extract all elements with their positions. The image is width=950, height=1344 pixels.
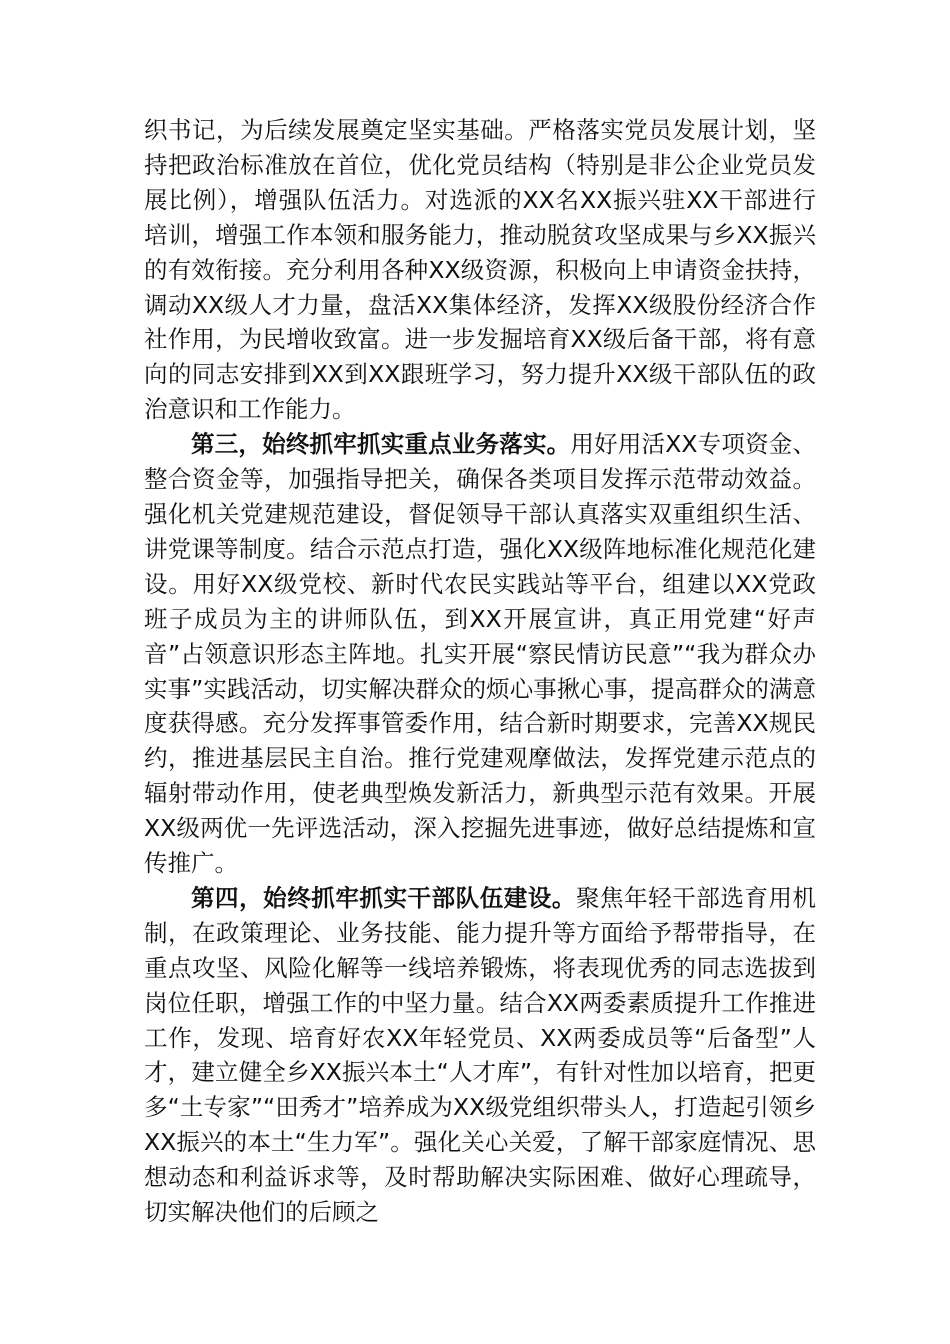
paragraph-third-point xyxy=(144,427,816,881)
paragraph-body: 用好用活XX专项资金、整合资金等，加强指导把关，确保各类项目发挥示范带动效益。强化机关党建规范建设，督促领导干部认真落实双重组织生活、讲党课等制度。结合示范点打造，强化XX级阵地标准化规范化建设。用好XX级党校、新时代农民实践站等平台，组建以XX党政班子成员为主的讲师队伍，到XX开展宣讲，真正用党建“好声音”占领意识形态主阵地。扎实开展“察民情访民意”“我为群众办实事”实践活动，切实解决群众的烦心事揪心事，提高群众的满意度获得感。充分发挥事管委作用，结合新时期要求，完善XX规民约，推进基层民主自治。推行党建观摩做法，发挥党建示范点的辐射带动作用，使老典型焕发新活力，新典型示范有效果。开展XX级两优一先评选活动，深入挖掘先进事迹，做好总结提炼和宣传推广。 xyxy=(144,430,816,878)
paragraph-lead: 第四，始终抓牢抓实干部队伍建设。 xyxy=(191,883,576,912)
paragraph-continuation xyxy=(144,113,816,427)
paragraph-fourth-point xyxy=(144,881,816,1230)
paragraph-lead: 第三，始终抓牢抓实重点业务落实。 xyxy=(191,430,571,459)
paragraph-body: 聚焦年轻干部选育用机制，在政策理论、业务技能、能力提升等方面给予帮带指导，在重点攻坚、风险化解等一线培养锻炼，将表现优秀的同志选拔到岗位任职，增强工作的中坚力量。结合XX两委素质提升工作推进工作，发现、培育好农XX年轻党员、XX两委成员等“后备型”人才，建立健全乡XX振兴本土“人才库”，有针对性加以培育，把更多“土专家”“田秀才”培养成为XX级党组织带头人，打造起引领乡XX振兴的本土“生力军”。强化关心关爱，了解干部家庭情况、思想动态和利益诉求等，及时帮助解决实际困难、做好心理疏导，切实解决他们的后顾之 xyxy=(144,883,817,1227)
document-page xyxy=(144,113,816,1230)
paragraph-body: 织书记，为后续发展奠定坚实基础。严格落实党员发展计划，坚持把政治标准放在首位，优化党员结构（特别是非公企业党员发展比例），增强队伍活力。对选派的XX名XX振兴驻XX干部进行培训，增强工作本领和服务能力，推动脱贫攻坚成果与乡XX振兴的有效衔接。充分利用各种XX级资源，积极向上申请资金扶持，调动XX级人才力量，盘活XX集体经济，发挥XX级股份经济合作社作用，为民增收致富。进一步发掘培育XX级后备干部，将有意向的同志安排到XX到XX跟班学习，努力提升XX级干部队伍的政治意识和工作能力。 xyxy=(144,116,816,424)
